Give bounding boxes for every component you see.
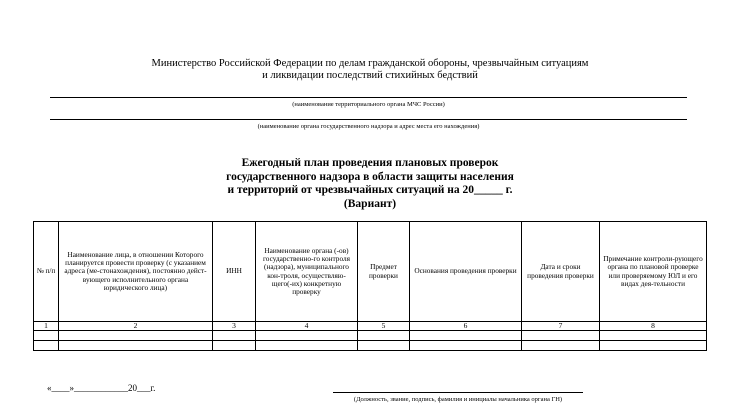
inspection-plan-table [33,221,707,351]
header-cell-subject: Предмет проверки [358,222,410,322]
empty-cell [522,341,600,351]
table-header-row [34,222,707,322]
ministry-line-2: и ликвидации последствий стихийных бедствий [262,70,478,81]
document-title [150,157,590,211]
signature-caption: (Должность, звание, подпись, фамилия и инициалы начальника органа ГН) [353,396,563,403]
title-line-4: (Вариант) [343,197,397,210]
header-cell-dates: Дата и сроки проведения проверки [522,222,600,322]
empty-cell [600,331,707,341]
header-cell-grounds: Основания проведения проверки [410,222,522,322]
empty-cell [256,341,358,351]
header-cell-number: № п/п [34,222,59,322]
table-row [34,341,707,351]
empty-cell [410,331,522,341]
column-number: 2 [59,322,213,331]
empty-cell [34,331,59,341]
header-cell-notes: Примечание контроли-рующего органа по плановой проверке или проверяемому ЮЛ и его видах дея-тельности [600,222,707,322]
empty-cell [410,341,522,351]
header-cell-authority: Наименование органа (-ов) государственно-го контроля (надзора), муниципального кон-троля, осуществляю-щего(-их) конкретную проверку [256,222,358,322]
empty-cell [358,341,410,351]
column-number: 1 [34,322,59,331]
header-cell-inn: ИНН [213,222,256,322]
empty-cell [34,341,59,351]
title-line-2: государственного надзора в области защиты населения [226,170,514,183]
column-number-row [34,322,707,331]
title-line-1: Ежегодный план проведения плановых проверок [241,157,499,169]
territorial-organ-line [50,97,687,98]
empty-cell [213,341,256,351]
column-number: 4 [256,322,358,331]
empty-cell [358,331,410,341]
supervision-organ-line [50,119,687,120]
header-cell-entity: Наименование лица, в отношении Которого планируется провести проверку (с указанием адреса (ме-стонахождения), постоянно дейст-вующего исполнительного органа юридического лица) [59,222,213,322]
column-number: 7 [522,322,600,331]
column-number: 6 [410,322,522,331]
ministry-header [60,58,680,82]
supervision-organ-caption: (наименование органа государственного надзора и адрес места его нахождения) [257,123,480,130]
empty-cell [59,331,213,341]
empty-cell [213,331,256,341]
column-number: 3 [213,322,256,331]
ministry-line-1: Министерство Российской Федерации по делам гражданской обороны, чрезвычайным ситуациям [151,58,589,69]
territorial-organ-caption: (наименование территориального органа МЧС России) [292,101,445,108]
title-line-3: и территорий от чрезвычайных ситуаций на 20_____ г. [227,184,513,196]
table-row [34,331,707,341]
date-field: «____»____________20___г. [47,383,156,393]
empty-cell [600,341,707,351]
column-number: 8 [600,322,707,331]
empty-cell [256,331,358,341]
signature-line [333,392,583,393]
empty-cell [59,341,213,351]
empty-cell [522,331,600,341]
column-number: 5 [358,322,410,331]
